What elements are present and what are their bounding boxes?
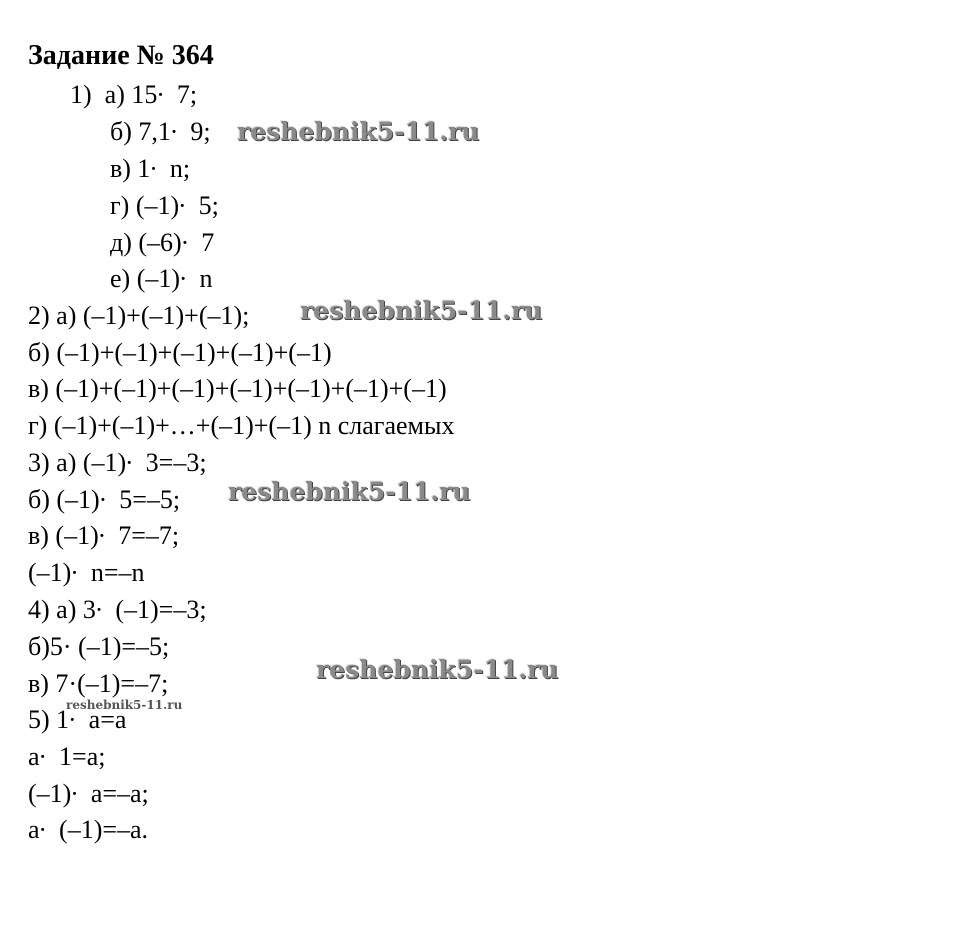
answer-line-3b: б) (–1)∙ 5=–5; (28, 485, 181, 514)
answer-line-1f: е) (–1)∙ n (110, 264, 213, 293)
answer-line-1a: 1) а) 15∙ 7; (70, 80, 198, 109)
answer-line-1b: б) 7,1∙ 9; (110, 117, 211, 146)
answer-line-1d: г) (–1)∙ 5; (110, 191, 219, 220)
page-title: Задание № 364 (28, 40, 214, 71)
answer-line-2b: б) (–1)+(–1)+(–1)+(–1)+(–1) (28, 338, 332, 367)
answer-line-1e: д) (–6)∙ 7 (110, 228, 215, 257)
answer-line-2a: 2) а) (–1)+(–1)+(–1); (28, 301, 250, 330)
answer-line-5b: a∙ 1=a; (28, 742, 106, 771)
answer-line-5d: a∙ (–1)=–a. (28, 815, 149, 844)
watermark: reshebnik5-11.ru (300, 296, 543, 325)
answer-line-3c: в) (–1)∙ 7=–7; (28, 521, 180, 550)
answer-line-3a: 3) а) (–1)∙ 3=–3; (28, 448, 207, 477)
watermark: reshebnik5-11.ru (228, 477, 471, 506)
answer-line-4a: 4) а) 3∙ (–1)=–3; (28, 595, 207, 624)
watermark: reshebnik5-11.ru (316, 655, 559, 684)
answer-line-5c: (–1)∙ a=–a; (28, 779, 149, 808)
watermark: reshebnik5-11.ru (237, 117, 480, 146)
answer-line-5a: 5) 1∙ a=a (28, 705, 127, 734)
answer-line-2d: г) (–1)+(–1)+…+(–1)+(–1) n слагаемых (28, 411, 455, 440)
watermark-small: reshebnik5-11.ru (66, 698, 183, 712)
answer-line-1c: в) 1∙ n; (110, 154, 191, 183)
answer-line-4b: б)5· (–1)=–5; (28, 632, 170, 661)
answer-line-2c: в) (–1)+(–1)+(–1)+(–1)+(–1)+(–1)+(–1) (28, 374, 447, 403)
answer-line-4c: в) 7·(–1)=–7; (28, 669, 169, 698)
answer-line-3d: (–1)∙ n=–n (28, 558, 145, 587)
